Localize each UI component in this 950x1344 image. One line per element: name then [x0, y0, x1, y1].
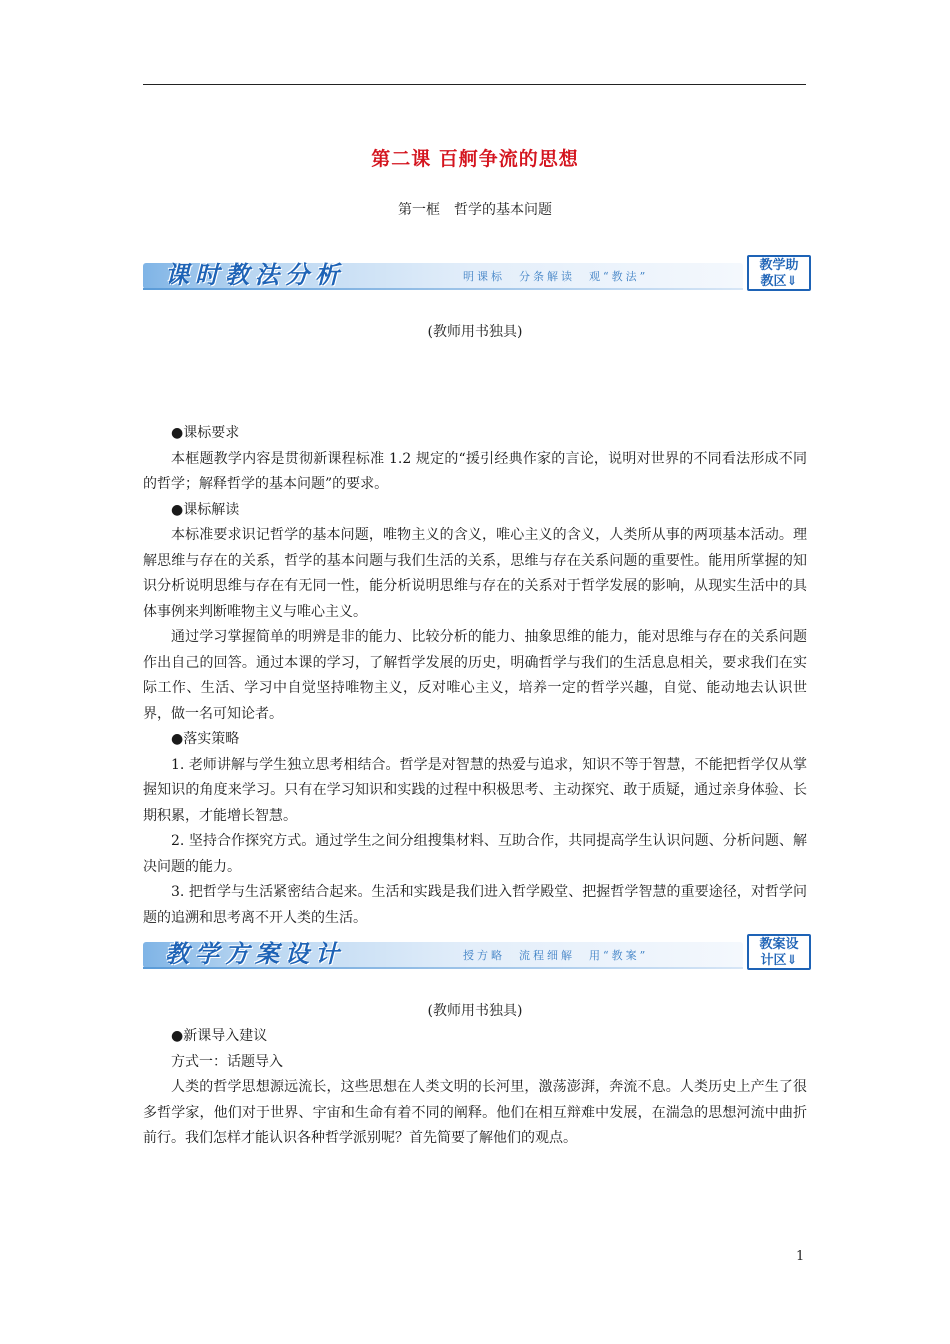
- heading-implementation-strategy: ●落实策略: [171, 731, 240, 747]
- paragraph-requirements: 本框题教学内容是贯彻新课程标准 1.2 规定的“援引经典作家的言论，说明对世界的不同看法形成不同的哲学；解释哲学的基本问题”的要求。: [143, 450, 807, 492]
- method-one-label: 方式一：话题导入: [171, 1053, 283, 1070]
- banner-heading: 教学方案设计: [165, 939, 345, 968]
- teacher-only-note: (教师用书独具): [427, 1003, 523, 1019]
- heading-curriculum-requirements: ●课标要求: [171, 425, 240, 441]
- lesson-title: 第二课 百舸争流的思想: [371, 148, 579, 170]
- strategy-item-2: 2. 坚持合作探究方式。通过学生之间分组搜集材料、互助合作，共同提高学生认识问题、分析问题、解决问题的能力。: [143, 833, 807, 875]
- paragraph-interpretation: 本标准要求识记哲学的基本问题，唯物主义的含义，唯心主义的含义，人类所从事的两项基本活动。理解思维与存在的关系，哲学的基本问题与我们生活的关系，思维与存在关系问题的重要性。能用所掌握的知识分析说明思维与存在有无同一性，能分析说明思维与存在的关系对于哲学发展的影响，从现实生活中的具体事例来判断唯物主义与唯心主义。: [143, 527, 807, 620]
- heading-introduction-suggestions: ●新课导入建议: [171, 1028, 268, 1044]
- page-number: 1: [796, 1249, 805, 1264]
- paragraph-topic-introduction: 人类的哲学思想源远流长，这些思想在人类文明的长河里，激荡澎湃，奔流不息。人类历史上产生了很多哲学家，他们对于世界、宇宙和生命有着不同的阐释。他们在相互辩难中发展，在湍急的思想河流中曲折前行。我们怎样才能认识各种哲学派别呢？首先简要了解他们的观点。: [143, 1079, 807, 1146]
- teaching-aid-zone-badge[interactable]: [747, 255, 811, 291]
- strategy-item-1: 1. 老师讲解与学生独立思考相结合。哲学是对智慧的热爱与追求，知识不等于智慧，不能把哲学仅从掌握知识的角度来学习。只有在学习知识和实践的过程中积极思考、主动探究、敢于质疑，通过亲身体验、长期积累，才能增长智慧。: [143, 756, 807, 824]
- teaching-analysis-banner: [143, 255, 815, 295]
- strategy-item-3: 3. 把哲学与生活紧密结合起来。生活和实践是我们进入哲学殿堂、把握哲学智慧的重要途径，对哲学问题的追溯和思考离不开人类的生活。: [143, 884, 807, 926]
- paragraph-learning-goals: 通过学习掌握简单的明辨是非的能力、比较分析的能力、抽象思维的能力，能对思维与存在的关系问题作出自己的回答。通过本课的学习，了解哲学发展的历史，明确哲学与我们的生活息息相关，要求我们在实际工作、生活、学习中自觉坚持唯物主义，反对唯心主义，培养一定的哲学兴趣，自觉、能动地去认识世界，做一名可知论者。: [143, 629, 807, 722]
- section-subtitle: 第一框 哲学的基本问题: [398, 202, 552, 218]
- badge-line-1: 教学助: [759, 258, 799, 273]
- badge-line-1: 教案设: [759, 937, 799, 952]
- heading-curriculum-interpretation: ●课标解读: [171, 501, 240, 518]
- header-rule: [143, 84, 806, 85]
- lesson-plan-zone-badge[interactable]: [747, 934, 811, 970]
- lesson-introduction-section: [143, 1024, 807, 1152]
- curriculum-section: [143, 421, 807, 931]
- banner-tagline: 明课标 分条解读 观“教法”: [463, 270, 649, 283]
- banner-heading: 课时教法分析: [165, 260, 345, 289]
- teacher-only-note: (教师用书独具): [427, 324, 523, 340]
- banner-tagline: 授方略 流程细解 用“教案”: [463, 949, 649, 962]
- badge-line-2: 教区⇓: [760, 274, 798, 289]
- teaching-plan-banner: [143, 934, 815, 974]
- badge-line-2: 计区⇓: [760, 953, 798, 968]
